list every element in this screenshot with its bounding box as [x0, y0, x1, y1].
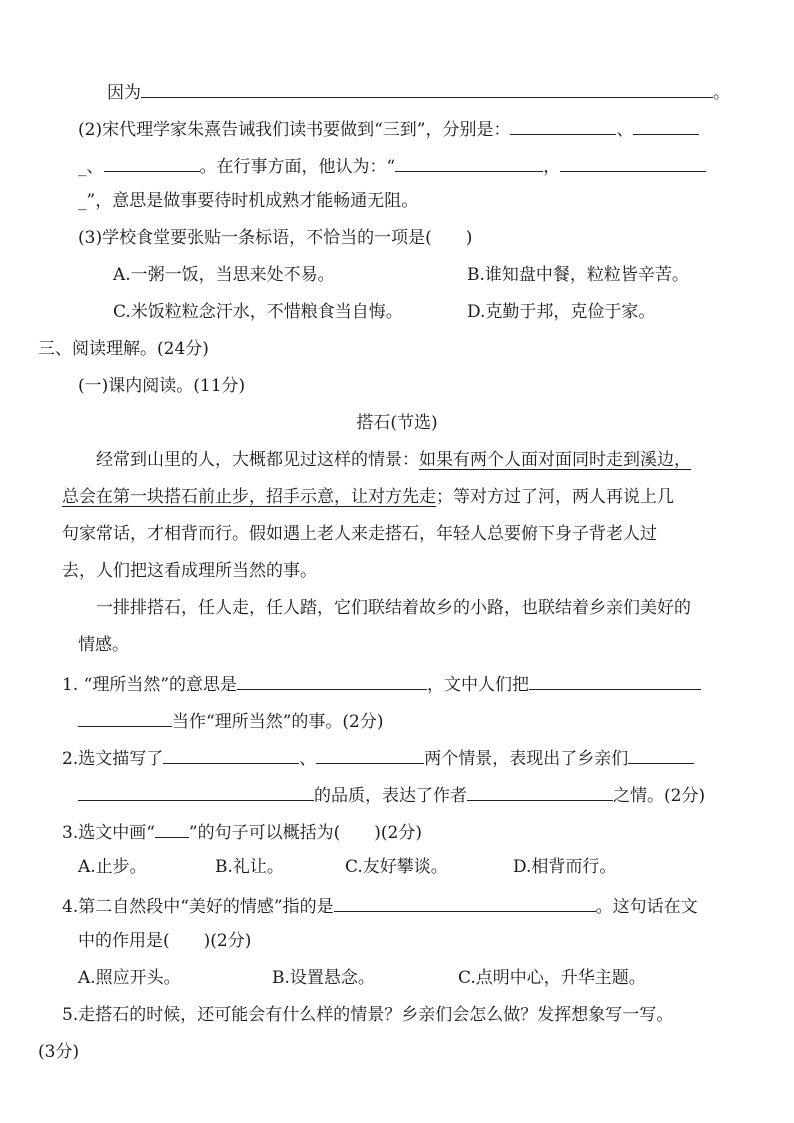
answer-blank[interactable] [78, 708, 172, 727]
question-3-text: (3)学校食堂要张贴一条标语，不恰当的一项是( ) [78, 228, 473, 248]
q1-line1 [62, 671, 701, 696]
q3-option-d[interactable]: D.相背而行。 [513, 857, 617, 877]
option-b[interactable]: B.谁知盘中餐，粒粒皆辛苦。 [467, 265, 689, 285]
passage-para1-line2 [62, 486, 674, 508]
q5-points: (3分) [38, 1042, 80, 1062]
answer-blank[interactable] [467, 782, 613, 801]
answer-blank[interactable] [237, 671, 427, 690]
q5-line1: 5.走搭石的时候，还可能会有什么样的情景？乡亲们会怎么做？发挥想象写一写。 [62, 1005, 674, 1025]
answer-blank[interactable] [510, 116, 616, 135]
answer-blank[interactable] [78, 782, 314, 801]
q3-option-b[interactable]: B.礼让。 [215, 857, 284, 877]
question-text: 2.选文描写了 [62, 749, 164, 769]
question-text: 两个情景，表现出了乡亲们 [424, 749, 629, 769]
answer-blank[interactable] [104, 153, 200, 172]
answer-blank[interactable] [560, 153, 706, 172]
question-text: 的品质，表达了作者 [314, 786, 467, 806]
passage-text: ；等对方过了河，两人再说上几 [436, 487, 674, 507]
passage-text: 经常到山里的人，大概都见过这样的情景： [96, 450, 419, 470]
answer-blank[interactable] [628, 745, 694, 764]
q4-line1 [62, 893, 698, 918]
answer-blank[interactable] [633, 116, 699, 135]
q4-option-a[interactable]: A.照应开头。 [78, 968, 181, 988]
question-2-line-2 [78, 153, 706, 178]
answer-blank[interactable] [163, 745, 299, 764]
underline-sample [155, 819, 189, 838]
question-2-line-1 [78, 116, 699, 141]
answer-blank[interactable] [334, 893, 596, 912]
answer-blank[interactable] [395, 153, 543, 172]
passage-para2-line1: 一排排搭石，任人走，任人踏，它们联结着故乡的小路，也联结着乡亲们美好的 [96, 598, 691, 618]
answer-blank[interactable] [141, 79, 713, 98]
q4-option-b[interactable]: B.设置悬念。 [272, 968, 375, 988]
reason-prefix: 因为 [107, 83, 141, 103]
option-c[interactable]: C.米饭粒粒念汗水，不惜粮食当自悔。 [113, 302, 403, 322]
q4-line2: 中的作用是( )(2分) [78, 931, 252, 951]
separator: ， [543, 157, 561, 177]
q3-option-c[interactable]: C.友好攀谈。 [345, 857, 448, 877]
underlined-sentence: 如果有两个人面对面同时走到溪边， [419, 450, 691, 470]
q4-option-c[interactable]: C.点明中心，升华主题。 [458, 968, 646, 988]
passage-para2-line2: 情感。 [78, 635, 129, 655]
question-text: 当作“理所当然”的事。(2分) [172, 712, 384, 732]
q3-option-a[interactable]: A.止步。 [78, 857, 147, 877]
answer-blank[interactable] [529, 671, 701, 690]
q3-line1 [62, 819, 422, 844]
separator: _、 [78, 157, 104, 177]
option-a[interactable]: A.一粥一饭，当思来处不易。 [113, 265, 335, 285]
question-text: (2)宋代理学家朱熹告诫我们读书要做到“三到”，分别是： [78, 120, 511, 140]
question-text: ”的句子可以概括为( )(2分) [188, 823, 422, 843]
question-text: 4.第二自然段中“美好的情感”指的是 [62, 897, 334, 917]
period: 。 [713, 83, 730, 103]
separator: 、 [299, 749, 317, 769]
question-text: ，文中人们把 [427, 675, 530, 695]
q2-line2 [78, 782, 705, 807]
q2-line1 [62, 745, 694, 770]
subsection-heading: (一)课内阅读。(11分) [78, 376, 246, 396]
section-heading: 三、阅读理解。(24分) [38, 339, 209, 359]
question-text: 之情。(2分) [613, 786, 706, 806]
option-d[interactable]: D.克勤于邦，克俭于家。 [467, 302, 656, 322]
passage-para1-line4: 去，人们把这看成理所当然的事。 [62, 561, 317, 581]
q1-line2 [78, 708, 383, 733]
separator: 、 [616, 120, 634, 140]
question-2-line-3: _”，意思是做事要待时机成熟才能畅通无阻。 [78, 191, 419, 211]
underlined-sentence: 总会在第一块搭石前止步，招手示意，让对方先走 [62, 487, 436, 507]
question-text: 。在行事方面，他认为：“ [199, 157, 396, 177]
question-text: 3.选文中画“ [62, 823, 155, 843]
passage-para1-line1 [96, 449, 691, 471]
answer-blank[interactable] [316, 745, 424, 764]
reason-line [107, 79, 730, 104]
question-text: 1. “理所当然”的意思是 [62, 675, 238, 695]
passage-title: 搭石(节选) [356, 413, 438, 433]
question-text: 。这句话在文 [595, 897, 698, 917]
passage-para1-line3: 句家常话，才相背而行。假如遇上老人来走搭石，年轻人总要俯下身子背老人过 [62, 524, 657, 544]
